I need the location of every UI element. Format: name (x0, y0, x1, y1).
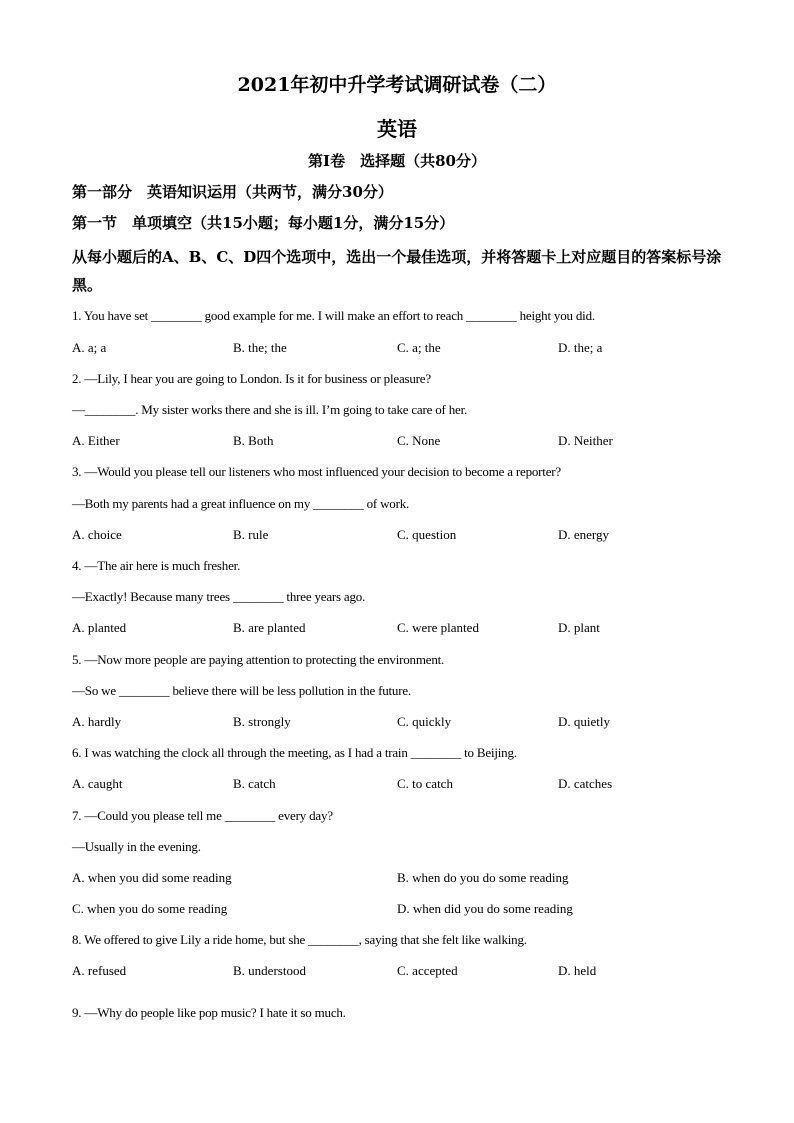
question-4-reply: —Exactly! Because many trees ________ three years ago. (72, 589, 366, 604)
question-6-option-c: C. to catch (397, 776, 453, 791)
question-5-option-d: D. quietly (558, 714, 610, 729)
question-1-option-a: A. a; a (72, 340, 107, 355)
question-8-option-c: C. accepted (397, 963, 458, 978)
question-5-option-c: C. quickly (397, 714, 452, 729)
question-3-option-d: D. energy (558, 527, 610, 542)
question-5-stem: 5. —Now more people are paying attention to protecting the environment. (72, 652, 445, 667)
question-8-option-d: D. held (558, 963, 597, 978)
question-7-option-d: D. when did you do some reading (397, 901, 573, 916)
question-2-reply: —________. My sister works there and she is ill. I’m going to take care of her. (72, 402, 468, 417)
question-6-option-a: A. caught (72, 776, 123, 791)
question-7-stem: 7. —Could you please tell me ________ every day? (72, 808, 333, 823)
instructions: 从每小题后的A、B、C、D四个选项中，选出一个最佳选项，并将答题卡上对应题目的答案标号涂黑。 (72, 248, 722, 294)
question-7-reply: —Usually in the evening. (72, 839, 201, 854)
question-2-option-d: D. Neither (558, 433, 613, 448)
question-1-option-c: C. a; the (397, 340, 441, 355)
question-6-option-b: B. catch (233, 776, 276, 791)
question-4-stem: 4. —The air here is much fresher. (72, 558, 241, 573)
question-7-option-c: C. when you do some reading (72, 901, 228, 916)
question-3-option-c: C. question (397, 527, 457, 542)
question-5-option-a: A. hardly (72, 714, 122, 729)
question-5-reply: —So we ________ believe there will be less pollution in the future. (72, 683, 411, 698)
question-4-option-a: A. planted (72, 620, 127, 635)
question-8-option-b: B. understood (233, 963, 306, 978)
question-6-option-d: D. catches (558, 776, 613, 791)
section-heading: 第一节 单项填空（共15小题；每小题1分，满分15分） (72, 214, 455, 232)
question-4-option-d: D. plant (558, 620, 600, 635)
question-2-option-c: C. None (397, 433, 441, 448)
question-2-stem: 2. —Lily, I hear you are going to London. Is it for business or pleasure? (72, 371, 431, 386)
question-1-stem: 1. You have set ________ good example for me. I will make an effort to reach ________ height you did. (72, 308, 595, 323)
question-4-option-b: B. are planted (233, 620, 306, 635)
question-4-option-c: C. were planted (397, 620, 479, 635)
question-3-option-a: A. choice (72, 527, 122, 542)
question-1-option-d: D. the; a (558, 340, 603, 355)
question-6-stem: 6. I was watching the clock all through the meeting, as I had a train ________ to Beijing. (72, 745, 517, 760)
question-8-stem: 8. We offered to give Lily a ride home, but she ________, saying that she felt like walking. (72, 932, 527, 947)
question-2-option-b: B. Both (233, 433, 274, 448)
question-3-reply: —Both my parents had a great influence on my ________ of work. (72, 496, 410, 511)
question-7-option-a: A. when you did some reading (72, 870, 232, 885)
question-9-stem: 9. —Why do people like pop music? I hate it so much. (72, 1005, 346, 1020)
part-heading: 第一部分 英语知识运用（共两节，满分30分） (72, 183, 393, 201)
question-7-option-b: B. when do you do some reading (397, 870, 569, 885)
question-8-option-a: A. refused (72, 963, 127, 978)
question-5-option-b: B. strongly (233, 714, 291, 729)
question-3-option-b: B. rule (233, 527, 269, 542)
volume-title: 第Ⅰ卷 选择题（共80分） (308, 152, 486, 170)
question-2-option-a: A. Either (72, 433, 120, 448)
subject-title: 英语 (377, 117, 417, 141)
exam-title: 2021年初中升学考试调研试卷（二） (237, 74, 557, 96)
question-1-option-b: B. the; the (233, 340, 287, 355)
question-3-stem: 3. —Would you please tell our listeners who most influenced your decision to become a reporter? (72, 464, 561, 479)
